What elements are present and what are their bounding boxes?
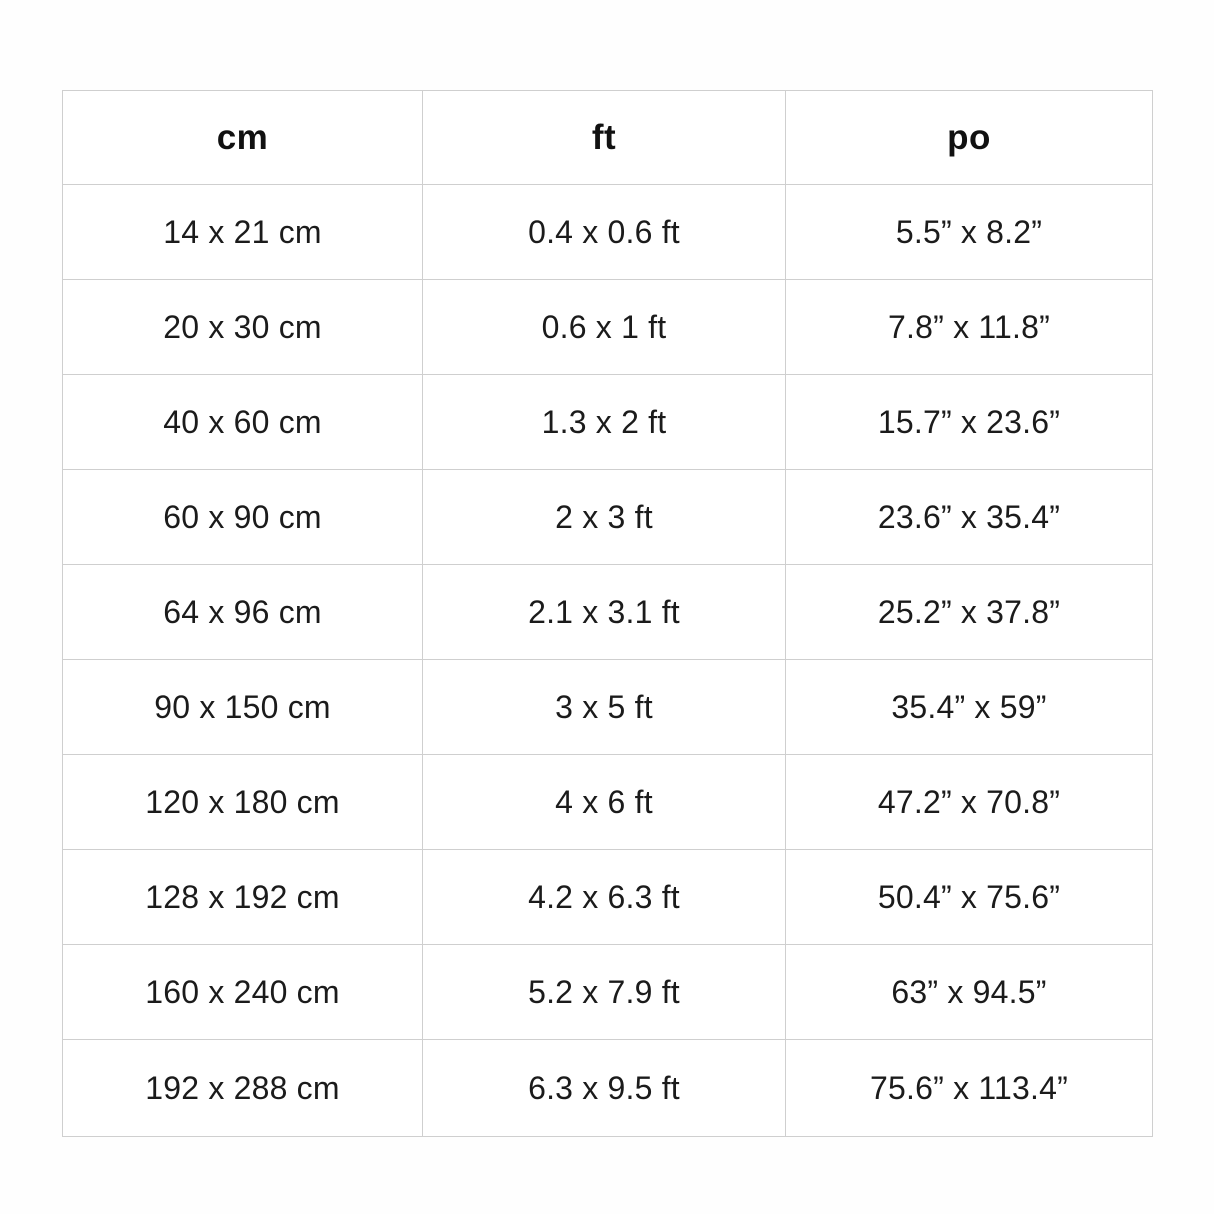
column-header-ft: ft xyxy=(423,91,786,185)
cell-ft: 3 x 5 ft xyxy=(423,660,786,755)
cell-po: 63” x 94.5” xyxy=(786,945,1153,1040)
cell-po: 50.4” x 75.6” xyxy=(786,850,1153,945)
cell-cm: 64 x 96 cm xyxy=(63,565,423,660)
table-row xyxy=(63,850,1153,945)
table-header-row xyxy=(63,91,1153,185)
cell-ft: 0.4 x 0.6 ft xyxy=(423,185,786,280)
table-row xyxy=(63,470,1153,565)
cell-cm: 90 x 150 cm xyxy=(63,660,423,755)
cell-cm: 160 x 240 cm xyxy=(63,945,423,1040)
cell-ft: 5.2 x 7.9 ft xyxy=(423,945,786,1040)
cell-ft: 4.2 x 6.3 ft xyxy=(423,850,786,945)
cell-po: 75.6” x 113.4” xyxy=(786,1040,1153,1137)
size-conversion-table-container xyxy=(62,90,1152,1137)
table-row xyxy=(63,185,1153,280)
cell-po: 15.7” x 23.6” xyxy=(786,375,1153,470)
cell-po: 23.6” x 35.4” xyxy=(786,470,1153,565)
column-header-po: po xyxy=(786,91,1153,185)
table-header xyxy=(63,91,1153,185)
size-conversion-table xyxy=(62,90,1153,1137)
cell-po: 25.2” x 37.8” xyxy=(786,565,1153,660)
cell-ft: 2.1 x 3.1 ft xyxy=(423,565,786,660)
table-row xyxy=(63,280,1153,375)
cell-cm: 40 x 60 cm xyxy=(63,375,423,470)
cell-ft: 4 x 6 ft xyxy=(423,755,786,850)
cell-ft: 2 x 3 ft xyxy=(423,470,786,565)
cell-cm: 120 x 180 cm xyxy=(63,755,423,850)
table-row xyxy=(63,1040,1153,1137)
cell-cm: 192 x 288 cm xyxy=(63,1040,423,1137)
cell-ft: 0.6 x 1 ft xyxy=(423,280,786,375)
cell-ft: 6.3 x 9.5 ft xyxy=(423,1040,786,1137)
cell-po: 47.2” x 70.8” xyxy=(786,755,1153,850)
cell-cm: 20 x 30 cm xyxy=(63,280,423,375)
cell-cm: 128 x 192 cm xyxy=(63,850,423,945)
table-row xyxy=(63,375,1153,470)
table-row xyxy=(63,660,1153,755)
cell-po: 35.4” x 59” xyxy=(786,660,1153,755)
table-row xyxy=(63,565,1153,660)
table-body xyxy=(63,185,1153,1137)
column-header-cm: cm xyxy=(63,91,423,185)
cell-ft: 1.3 x 2 ft xyxy=(423,375,786,470)
table-row xyxy=(63,945,1153,1040)
cell-po: 5.5” x 8.2” xyxy=(786,185,1153,280)
table-row xyxy=(63,755,1153,850)
cell-po: 7.8” x 11.8” xyxy=(786,280,1153,375)
cell-cm: 14 x 21 cm xyxy=(63,185,423,280)
cell-cm: 60 x 90 cm xyxy=(63,470,423,565)
